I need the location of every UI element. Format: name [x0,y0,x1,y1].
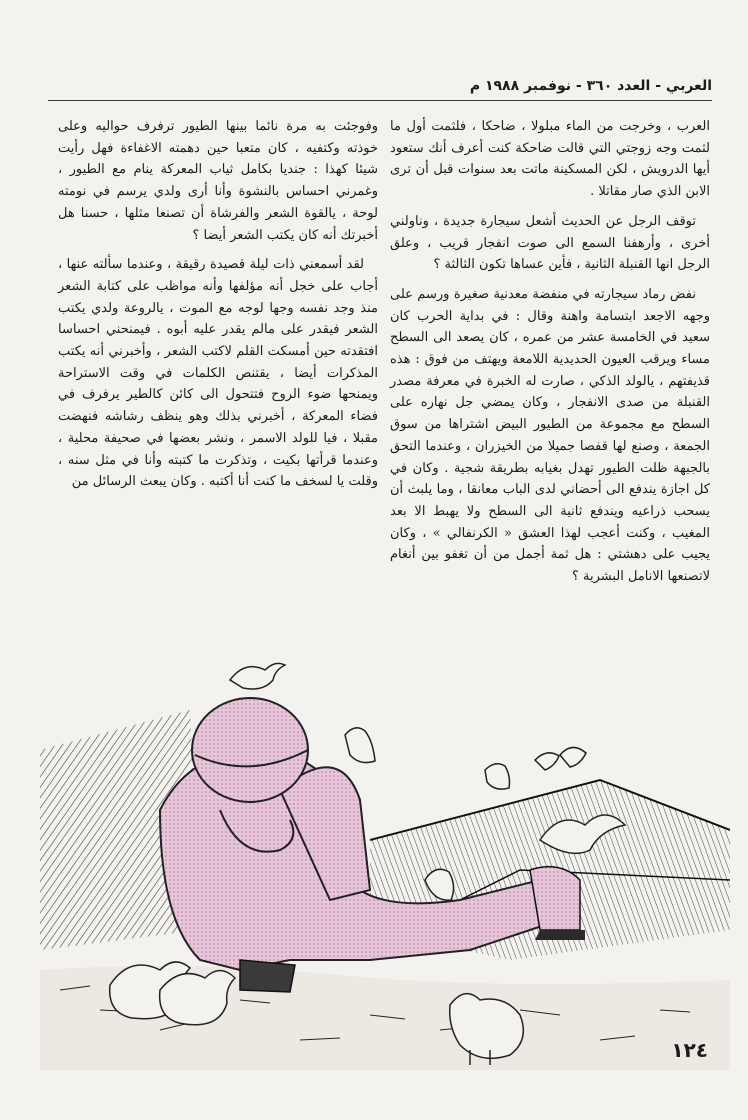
paragraph: توقف الرجل عن الحديث أشعل سيجارة جديدة ، وناولني أخرى ، وأرهفنا السمع الى صوت انفجار قريب ، وعلق الرجل انها القنبلة الثانية ، فأين عساها تكون الثالثة ؟ [390,213,710,273]
paragraph: لقد أسمعني ذات ليلة قصيدة رقيقة ، وعندما سألته عنها ، أجاب على خجل أنه مؤلفها وأنه مواظب على كتابة الشعر منذ وجد نفسه وجها لوجه مع الموت ، يالروعة ولدي يكتب الشعر فيقدر على مالم يقدر عليه أبوه . فيمنحني احساسا افتقدته حين أمسكت القلم لاكتب الشعر ، وأخبرني أنه يكتب المذكرات أيضا ، يقتنص الكلمات في وقت الاستراحة ويمنحها ضوء الروح فتتحول الى كائن كالطير يرفرف في فضاء المعركة ، أخبرني بذلك وهو ينظف رشاشه فنهضت مقبلا ، فيا للولد الاسمر ، ونشر بعضها في صحيفة محلية ، وعندما قرأتها بكيت ، وتذكرت ما كتبته وأنا في مثل سنه ، وقلت يا لسخف ما كنت أنا أكتبه . وكان يبعث الرسائل من [58,257,378,490]
paragraph: نفض رماد سيجارته في منفضة معدنية صغيرة ورسم على وجهه الاجعد ابتسامة واهنة وقال : في بداية الحرب كان سعيد في الخامسة عشر من عمره ، كان يصعد الى السطح مساء ويرقب العيون الحديدية اللامعة ويهتف من فوق : هذه قذيفتهم ، يالولد الذكي ، صارت له الخبرة في معرفة مصدر القنبلة من صدى الانفجار ، وكان يمضي جل نهاره على السطح مع مجموعة من الطيور البيض اشتراها من سوق الجمعة ، وصنع لها قفصا جميلا من الخيزران ، وعندما التحق بالجبهة ظلت الطيور تهدل بغيابه بطريقة شجية . وكان في كل اجازة يندفع الى أحضاني لدى الباب معانقا ، وما يلبث أن يسحب ذراعيه ويندفع ثانية الى السطح ولا يهبط الا بعد المغيب ، وكنت أعجب لهذا العشق « الكرنفالي » ، وكان يجيب على دهشتي : هل ثمة أجمل من أن تغفو بين أنغام لاتصنعها الانامل البشرية ؟ [390,286,710,585]
running-header: العربي - العدد ٣٦٠ - نوفمبر ١٩٨٨ م [469,78,712,94]
left-text-column [58,116,378,501]
soldier-helmet [192,698,308,802]
bird-icon [535,747,586,770]
bird-icon [345,728,375,763]
paragraph: وفوجئت به مرة نائما بينها الطيور ترفرف حواليه وعلى خوذته وكتفيه ، كان متعبا حين دهمته الاغفاءة فهل رأيت شيئا كهذا : جنديا بكامل ثياب المعركة ينام مع الطيور ، وغمرني احساس بالنشوة وأنا أرى ولدي يرسم في نومته لوحة ، يالقوة الشعر والفرشاة أن تصنعا مثلها ، حسنا هل أخبرتك أنه كان يكتب الشعر أيضا ؟ [58,119,378,243]
soldier-boot [240,960,295,992]
header-rule [48,100,712,101]
page-number: ١٢٤ [671,1038,708,1062]
paragraph: العرب ، وخرجت من الماء مبلولا ، ضاحكا ، فلثمت أول ما لثمت وجه زوجتي التي قالت ضاحكة كنت أعرف أنك ستعود أيها الدرويش ، لكن المسكينة ماتت بعد سنوات قبل أن ترى الابن الذي صار مقاتلا . [390,119,710,200]
soldier-with-birds-illustration [40,630,730,1070]
bird-icon [230,663,285,689]
duck-icon [110,962,235,1025]
bird-icon [485,764,510,789]
right-text-column [390,116,710,596]
